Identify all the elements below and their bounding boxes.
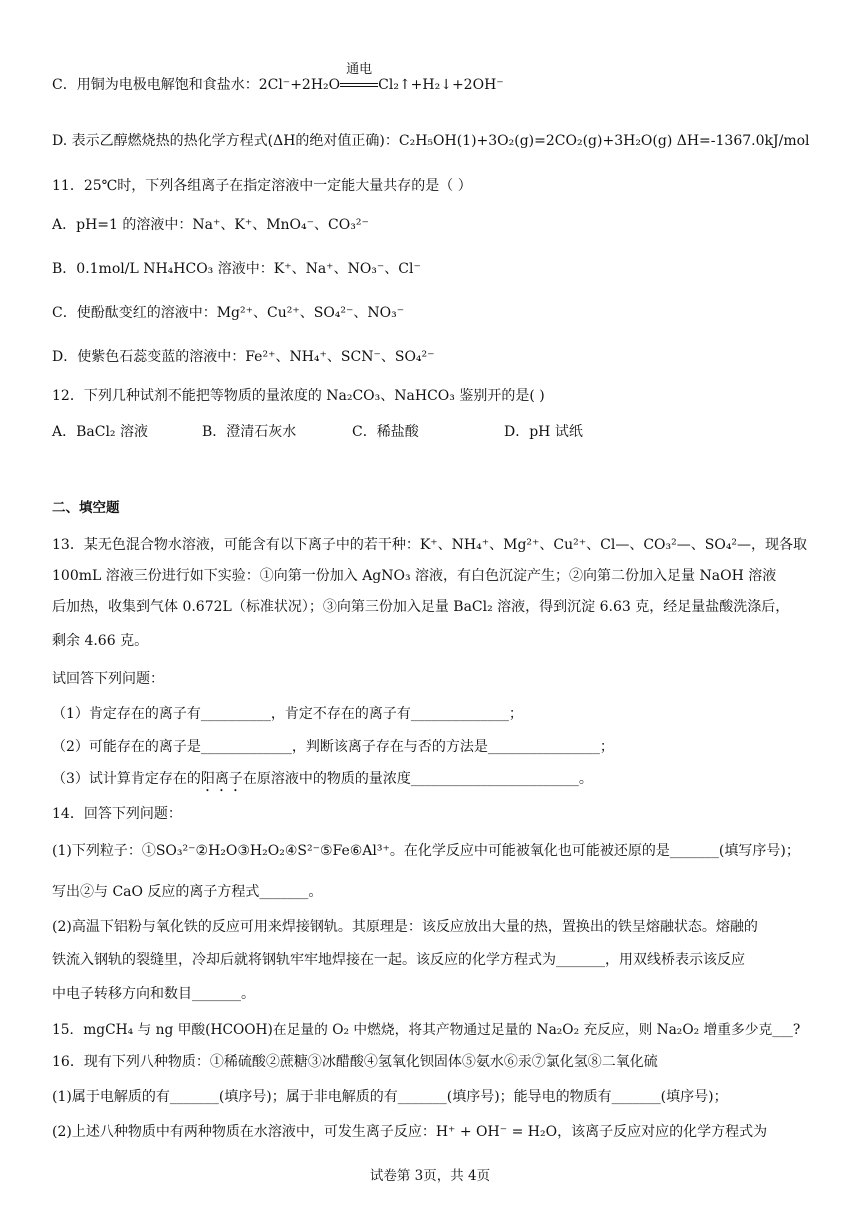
q12-option-a: A．BaCl₂ 溶液 (52, 424, 148, 440)
q16-part2: (2)上述八种物质中有两种物质在水溶液中，可发生离子反应：H⁺ + OH⁻ = H₂O，该离子反应对应的化学方程式为 (52, 1124, 768, 1140)
section-heading: 二、填空题 (52, 500, 120, 516)
option-d-ethanol: D. 表示乙醇燃烧热的热化学方程式(ΔH的绝对值正确)：C₂H₅OH(1)+3O₂(g)=2CO₂(g)+3H₂O(g) ΔH=-1367.0kJ/mol (52, 133, 810, 149)
emphasized-text: 阳离子 (200, 771, 243, 787)
question-14: 14．回答下列问题： (52, 806, 182, 822)
q12-option-c: C．稀盐酸 (352, 424, 419, 440)
question-12: 12．下列几种试剂不能把等物质的量浓度的 Na₂CO₃、NaHCO₃ 鉴别开的是( ) (52, 388, 545, 404)
question-13-line4: 剩余 4.66 克。 (52, 633, 149, 649)
question-13-line3: 后加热，收集到气体 0.672L（标准状况）；③向第三份加入足量 BaCl₂ 溶液，得到沉淀 6.63 克，经足量盐酸洗涤后， (52, 599, 790, 615)
q11-option-b: B．0.1mol/L NH₄HCO₃ 溶液中：K⁺、Na⁺、NO₃⁻、Cl⁻ (52, 261, 421, 277)
page-footer: 试卷第 3页，共 4页 (369, 1168, 491, 1184)
q14-part2-line1: (2)高温下铝粉与氧化铁的反应可用来焊接钢轨。其原理是：该反应放出大量的热，置换出的铁呈熔融状态。熔融的 (52, 919, 758, 935)
q13-part1: （1）肯定存在的离子有__________，肯定不存在的离子有______________； (52, 706, 523, 722)
q11-option-c: C．使酚酞变红的溶液中：Mg²⁺、Cu²⁺、SO₄²⁻、NO₃⁻ (52, 305, 405, 321)
q14-part2-line3: 中电子转移方向和数目_______。 (52, 986, 255, 1002)
q14-part1-line1: (1)下列粒子：①SO₃²⁻②H₂O③H₂O₂④S²⁻⑤Fe⑥Al³⁺。在化学反应中可能被氧化也可能被还原的是_______(填写序号)； (52, 843, 800, 859)
question-16: 16．现有下列八种物质：①稀硫酸②蔗糖③冰醋酸④氢氧化钡固体⑤氨水⑥汞⑦氯化氢⑧二氧化硫 (52, 1054, 658, 1070)
q11-option-d: D．使紫色石蕊变蓝的溶液中：Fe²⁺、NH₄⁺、SCN⁻、SO₄²⁻ (52, 349, 435, 365)
q12-option-b: B．澄清石灰水 (202, 424, 297, 440)
question-13-line1: 13．某无色混合物水溶液，可能含有以下离子中的若干种：K⁺、NH₄⁺、Mg²⁺、Cu²⁺、Cl—、CO₃²—、SO₄²—，现各取 (52, 537, 808, 553)
q13-prompt: 试回答下列问题： (52, 671, 164, 687)
q13-part2: （2）可能存在的离子是_____________，判断该离子存在与否的方法是________________； (52, 739, 614, 755)
q12-options (52, 423, 810, 441)
q13-part3: （3）试计算肯定存在的阳离子在原溶液中的物质的量浓度________________________。 (52, 771, 593, 787)
equation-right: Cl₂↑+H₂↓+2OH⁻ (378, 77, 504, 93)
q14-part2-line2: 铁流入钢轨的裂缝里，冷却后就将钢轨牢牢地焊接在一起。该反应的化学方程式为_______，用双线桥表示该反应 (52, 952, 745, 968)
q16-part1: (1)属于电解质的有_______(填序号)；属于非电解质的有_______(填序号)；能导电的物质有_______(填序号)； (52, 1089, 728, 1105)
reaction-condition: 通电 (340, 76, 378, 94)
question-15: 15．mgCH₄ 与 ng 甲酸(HCOOH)在足量的 O₂ 中燃烧，将其产物通过足量的 Na₂O₂ 充反应，则 Na₂O₂ 增重多少克___? (52, 1022, 801, 1038)
q12-option-d: D．pH 试纸 (504, 424, 583, 440)
question-11: 11．25℃时，下列各组离子在指定溶液中一定能大量共存的是（ ） (52, 178, 472, 194)
equation-left: C．用铜为电极电解饱和食盐水：2Cl⁻+2H₂O (52, 77, 341, 93)
q11-option-a: A．pH=1 的溶液中：Na⁺、K⁺、MnO₄⁻、CO₃²⁻ (52, 217, 369, 233)
option-c-electrolysis (52, 62, 810, 94)
question-13-line2: 100mL 溶液三份进行如下实验：①向第一份加入 AgNO₃ 溶液，有白色沉淀产生；②向第二份加入足量 NaOH 溶液 (52, 568, 777, 584)
q14-part1-line2: 写出②与 CaO 反应的离子方程式_______。 (52, 884, 323, 900)
